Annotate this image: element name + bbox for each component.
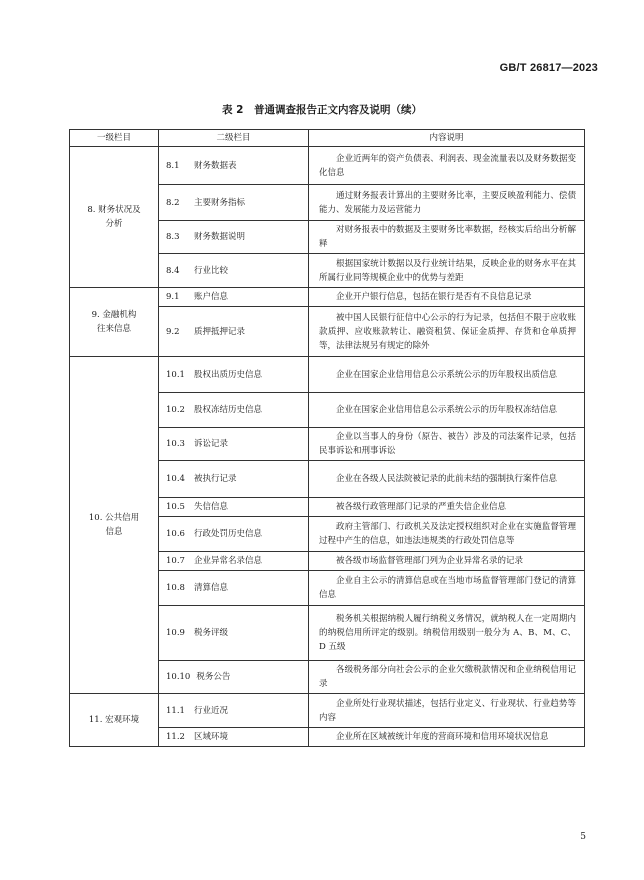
item-name: 行业近况 (194, 705, 229, 716)
item-description-cell (309, 288, 585, 307)
item-description: 政府主管部门、行政机关及法定授权组织对企业在实施监督管理过程中产生的信息，如违法违规类的行政处罚信息等 (319, 522, 576, 546)
item-name: 税务评级 (194, 628, 229, 638)
level1-category: 10. 公共信用 信息 (70, 357, 159, 694)
content-table (69, 129, 585, 747)
item-name: 股权出质历史信息 (194, 369, 263, 380)
table-row (70, 288, 585, 307)
item-name: 行政处罚历史信息 (194, 529, 263, 539)
level2-category (159, 393, 309, 428)
item-description-cell (309, 517, 585, 552)
item-description: 根据国家统计数据以及行业统计结果，反映企业的财务水平在其所属行业同等规模企业中的优势与差距 (319, 258, 576, 283)
item-number: 10.4 (166, 474, 185, 484)
level2-category (159, 288, 309, 307)
level2-category (159, 552, 309, 571)
item-description: 企业自主公示的清算信息或在当地市场监督管理部门登记的清算信息 (319, 576, 576, 600)
item-name: 企业异常名录信息 (194, 556, 263, 566)
item-description: 企业所处行业现状描述，包括行业定义、行业现状、行业趋势等内容 (319, 698, 576, 723)
level2-category (159, 357, 309, 393)
column-header: 内容说明 (309, 130, 585, 147)
item-description: 企业在国家企业信用信息公示系统公示的历年股权冻结信息 (336, 405, 558, 415)
level2-category (159, 461, 309, 498)
item-number: 10.1 (166, 369, 185, 380)
standard-code: GB/T 26817—2023 (499, 62, 598, 74)
item-description: 被中国人民银行征信中心公示的行为记录，包括但不限于应收账款质押、应收账款转让、融资租赁、保证金质押、存货和仓单质押等，法律法规另有规定的除外 (319, 312, 576, 351)
item-name: 财务数据说明 (194, 232, 246, 242)
item-description: 企业所在区域被统计年度的营商环境和信用环境状况信息 (336, 732, 549, 742)
item-name: 清算信息 (194, 583, 229, 593)
item-name: 被执行记录 (194, 474, 237, 484)
level2-category (159, 185, 309, 221)
item-description-cell (309, 552, 585, 571)
item-name: 诉讼记录 (194, 439, 229, 449)
item-description: 被各级市场监督管理部门列为企业异常名录的记录 (336, 556, 524, 566)
item-number: 10.3 (166, 439, 185, 449)
level2-category (159, 606, 309, 661)
item-description: 通过财务报表计算出的主要财务比率，主要反映盈利能力、偿债能力、发展能力及运营能力 (319, 190, 576, 215)
item-name: 失信信息 (194, 502, 229, 512)
item-description-cell (309, 221, 585, 254)
item-number: 10.9 (166, 628, 185, 638)
item-description-cell (309, 694, 585, 728)
item-description-cell (309, 185, 585, 221)
page-number: 5 (580, 832, 586, 842)
table-title: 表 2 普通调查报告正文内容及说明（续） (222, 104, 422, 116)
item-description-cell (309, 393, 585, 428)
item-description-cell (309, 661, 585, 694)
table-header-row (70, 130, 585, 147)
level2-category (159, 728, 309, 747)
item-description-cell (309, 428, 585, 461)
item-description-cell (309, 254, 585, 288)
item-number: 10.8 (166, 583, 185, 593)
item-description-cell (309, 728, 585, 747)
level2-category (159, 254, 309, 288)
level2-category (159, 221, 309, 254)
item-number: 8.4 (166, 265, 180, 276)
item-number: 10.6 (166, 529, 185, 539)
item-description: 对财务报表中的数据及主要财务比率数据，经核实后给出分析解释 (319, 225, 576, 249)
item-description: 各级税务部分向社会公示的企业欠缴税款情况和企业纳税信用记录 (319, 665, 576, 689)
level2-category (159, 428, 309, 461)
item-number: 8.2 (166, 197, 180, 208)
column-header: 二级栏目 (159, 130, 309, 147)
item-description: 被各级行政管理部门记录的严重失信企业信息 (336, 502, 507, 512)
level1-category: 9. 金融机构 往来信息 (70, 288, 159, 357)
item-description-cell (309, 571, 585, 606)
item-number: 11.2 (166, 732, 185, 742)
item-description: 企业近两年的资产负债表、利润表、现金流量表以及财务数据变化信息 (319, 153, 576, 178)
level1-category: 8. 财务状况及 分析 (70, 147, 159, 288)
item-description: 企业以当事人的身份（原告、被告）涉及的司法案件记录，包括民事诉讼和刑事诉讼 (319, 432, 576, 456)
level2-category (159, 517, 309, 552)
item-number: 9.1 (166, 292, 180, 302)
item-description-cell (309, 498, 585, 517)
item-name: 行业比较 (194, 265, 229, 276)
level2-category (159, 307, 309, 357)
item-description: 企业在国家企业信用信息公示系统公示的历年股权出质信息 (336, 369, 558, 380)
item-number: 10.10 (166, 672, 191, 682)
item-description: 企业在各级人民法院被记录的此前未结的强制执行案件信息 (336, 474, 558, 484)
item-description-cell (309, 606, 585, 661)
item-number: 10.5 (166, 502, 185, 512)
item-number: 9.2 (166, 326, 180, 337)
level2-category (159, 694, 309, 728)
item-name: 税务公告 (196, 672, 231, 682)
table-row (70, 694, 585, 728)
item-number: 10.7 (166, 556, 185, 566)
table-row (70, 147, 585, 185)
table-body (70, 147, 585, 747)
level1-category: 11. 宏观环境 (70, 694, 159, 747)
item-description: 企业开户银行信息，包括在银行是否有不良信息记录 (336, 292, 532, 302)
level2-category (159, 147, 309, 185)
table-row (70, 357, 585, 393)
item-name: 质押抵押记录 (194, 326, 246, 337)
level2-category (159, 498, 309, 517)
item-name: 主要财务指标 (194, 197, 246, 208)
item-number: 11.1 (166, 705, 185, 716)
item-number: 8.3 (166, 232, 180, 242)
item-description-cell (309, 357, 585, 393)
item-name: 区域环境 (194, 732, 229, 742)
item-number: 10.2 (166, 405, 185, 415)
level2-category (159, 661, 309, 694)
item-name: 财务数据表 (194, 160, 237, 171)
item-description-cell (309, 147, 585, 185)
item-description-cell (309, 461, 585, 498)
item-number: 8.1 (166, 160, 180, 171)
item-name: 账户信息 (194, 292, 229, 302)
item-description-cell (309, 307, 585, 357)
item-description: 税务机关根据纳税人履行纳税义务情况，就纳税人在一定周期内的纳税信用所评定的级别。纳税信用级别一般分为 A、B、M、C、D 五级 (319, 614, 576, 652)
column-header: 一级栏目 (70, 130, 159, 147)
item-name: 股权冻结历史信息 (194, 405, 263, 415)
level2-category (159, 571, 309, 606)
